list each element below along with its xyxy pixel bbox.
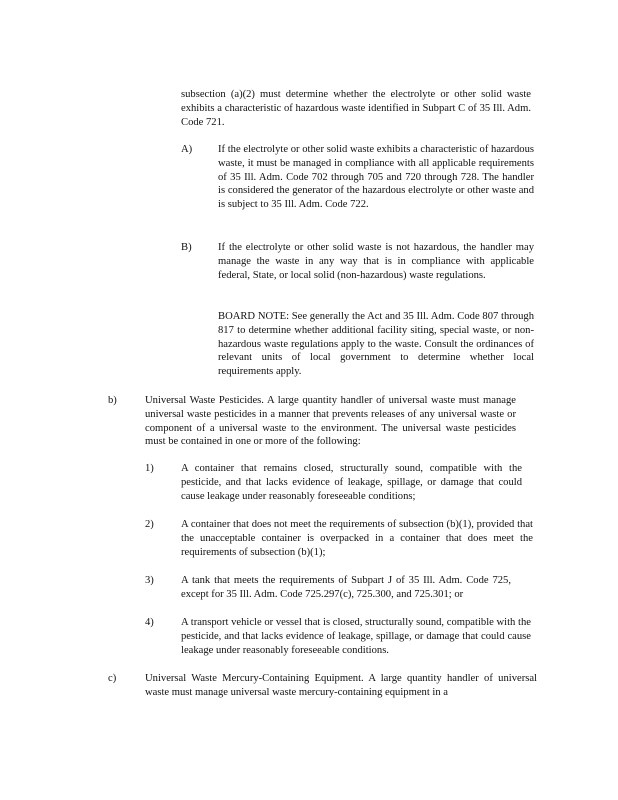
section-c-text: Universal Waste Mercury-Containing Equipment. A large quantity handler of universal waste must manage universal waste mercury-containing equipment in a xyxy=(145,673,537,698)
board-note: BOARD NOTE: See generally the Act and 35 Ill. Adm. Code 807 through 817 to determine whether additional facility siting, special waste, or non-hazardous waste regulations apply to the waste. Consult the ordinances of relevant units of local government to determine whether local requirements apply. xyxy=(218,311,534,378)
section-b-text: Universal Waste Pesticides. A large quantity handler of universal waste must manage universal waste pesticides in a manner that prevents releases of any universal waste or component of a universal waste to the environment. The universal waste pesticides must be contained in one or more of the following: xyxy=(145,395,516,448)
intro-paragraph: subsection (a)(2) must determine whether the electrolyte or other solid waste exhibits a characteristic of hazardous waste identified in Subpart C of 35 Ill. Adm. Code 721. xyxy=(181,89,531,128)
item-a-label: A) xyxy=(181,144,193,155)
section-b-item-2-text: A container that does not meet the requirements of subsection (b)(1), provided that the unacceptable container is overpacked in a container that does meet the requirements of subsection (b)(1); xyxy=(181,519,533,558)
item-a-text: If the electrolyte or other solid waste exhibits a characteristic of hazardous waste, it must be managed in compliance with all applicable requirements of 35 Ill. Adm. Code 702 through 705 and 720 through 728. The handler is considered the generator of the hazardous electrolyte or other waste and is subject to 35 Ill. Adm. Code 722. xyxy=(218,144,534,211)
section-b-item-1-text: A container that remains closed, structurally sound, compatible with the pesticide, and that lacks evidence of leakage, spillage, or damage that could cause leakage under reasonably foreseeable conditions; xyxy=(181,463,522,502)
item-b-label: B) xyxy=(181,242,192,253)
section-c-label: c) xyxy=(108,673,117,684)
section-b-label: b) xyxy=(108,395,117,406)
section-b-item-3-text: A tank that meets the requirements of Subpart J of 35 Ill. Adm. Code 725, except for 35 Ill. Adm. Code 725.297(c), 725.300, and 725.301; or xyxy=(181,575,511,600)
section-b-item-2-label: 2) xyxy=(145,519,154,530)
item-b-text: If the electrolyte or other solid waste is not hazardous, the handler may manage the waste in any way that is in compliance with applicable federal, State, or local solid (non-hazardous) waste regulations. xyxy=(218,242,534,281)
section-b-item-4-label: 4) xyxy=(145,617,154,628)
section-b-item-4-text: A transport vehicle or vessel that is closed, structurally sound, compatible with the pesticide, and that lacks evidence of leakage, spillage, or damage that could cause leakage under reasonably foreseeable conditions. xyxy=(181,617,531,656)
section-b-item-1-label: 1) xyxy=(145,463,154,474)
section-b-item-3-label: 3) xyxy=(145,575,154,586)
